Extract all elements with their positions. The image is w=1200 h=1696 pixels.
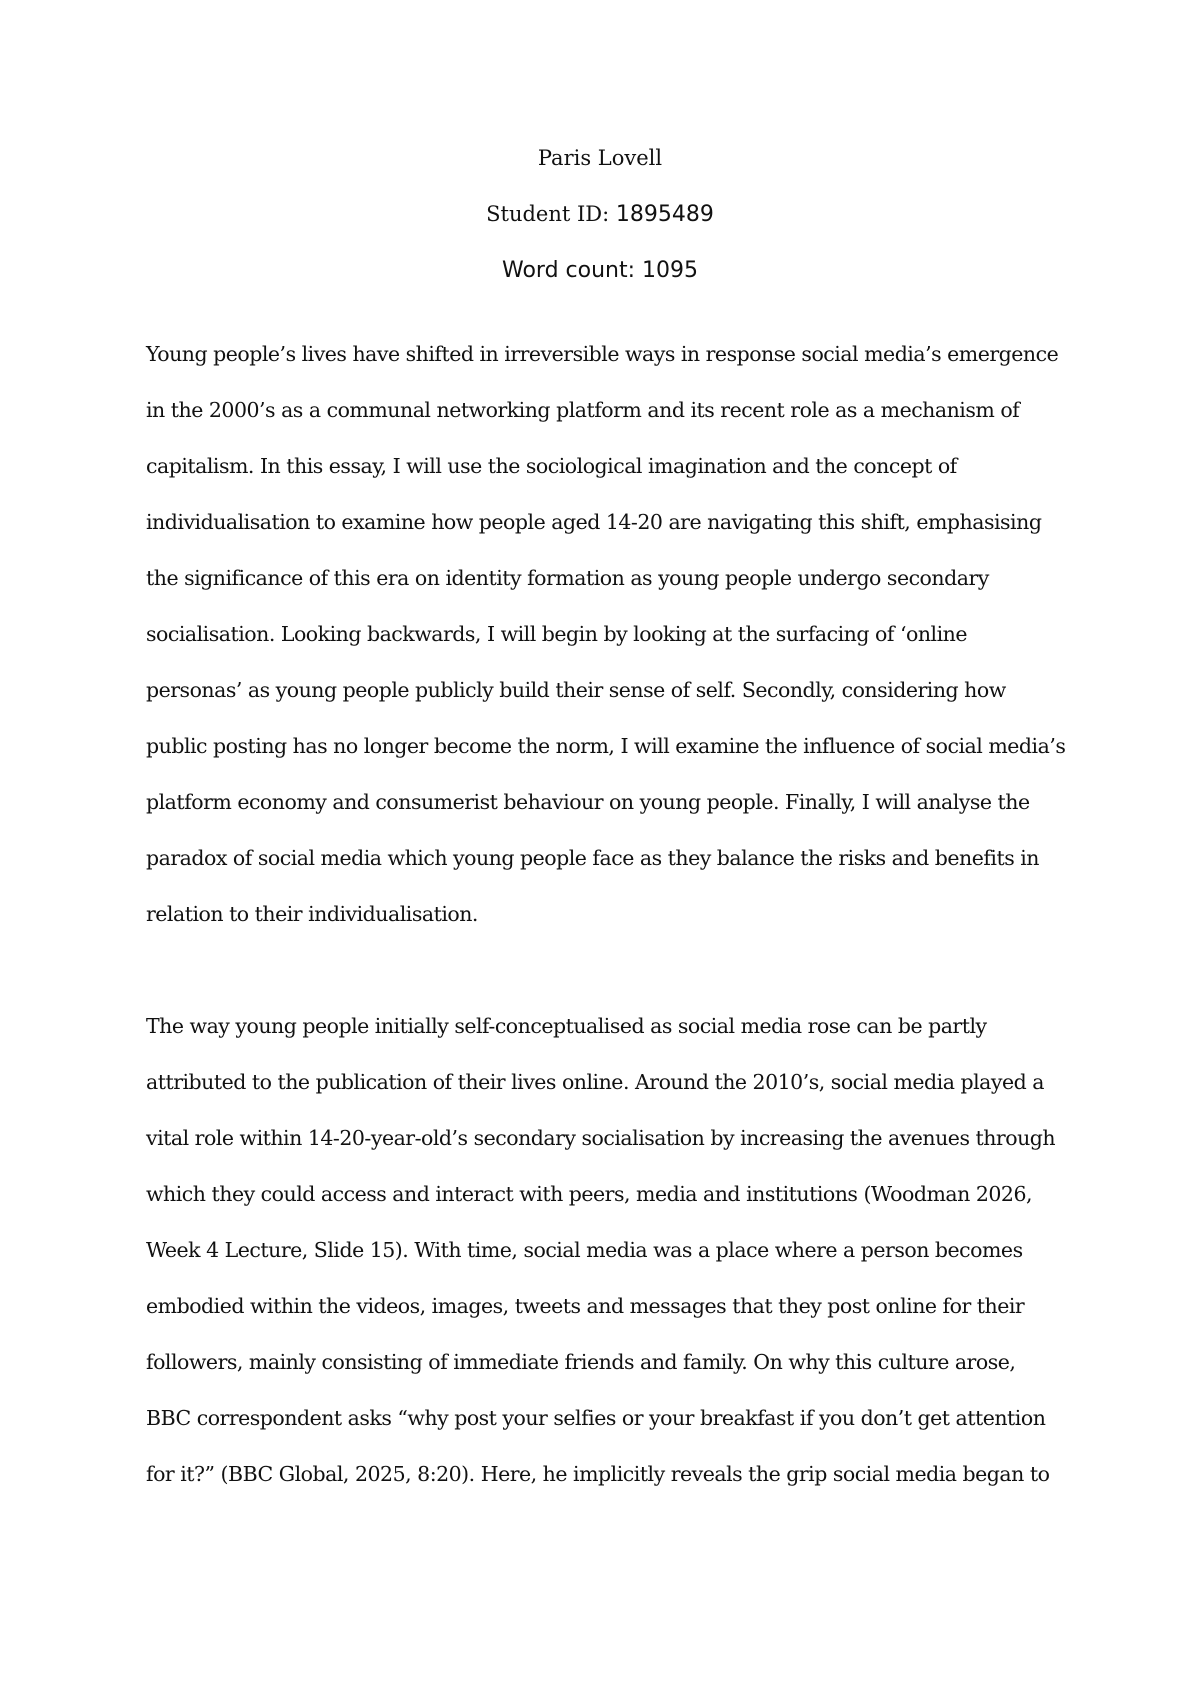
text-line: vital role within 14-20-year-old’s secondary socialisation by increasing the avenues through bbox=[146, 1126, 1056, 1150]
author-name: Paris Lovell bbox=[537, 146, 663, 170]
student-id bbox=[0, 200, 1200, 229]
word-count: Word count: 1095 bbox=[501, 258, 698, 283]
text-line: paradox of social media which young people face as they balance the risks and benefits in bbox=[146, 846, 1040, 870]
text-line: for it?” (BBC Global, 2025, 8:20). Here, he implicitly reveals the grip social media began to bbox=[146, 1462, 1050, 1486]
text-line: capitalism. In this essay, I will use the sociological imagination and the concept of bbox=[146, 454, 957, 478]
student-id-value: 1895489 bbox=[615, 202, 714, 227]
text-line: BBC correspondent asks “why post your selfies or your breakfast if you don’t get attention bbox=[146, 1406, 1046, 1430]
text-line: socialisation. Looking backwards, I will begin by looking at the surfacing of ‘online bbox=[146, 622, 967, 646]
text-line: Week 4 Lecture, Slide 15). With time, social media was a place where a person becomes bbox=[146, 1238, 1023, 1262]
text-line: platform economy and consumerist behaviour on young people. Finally, I will analyse the bbox=[146, 790, 1030, 814]
text-line: public posting has no longer become the norm, I will examine the influence of social media’s bbox=[146, 734, 1066, 758]
text-line: embodied within the videos, images, tweets and messages that they post online for their bbox=[146, 1294, 1025, 1318]
text-line: The way young people initially self-conceptualised as social media rose can be partly bbox=[146, 1014, 987, 1038]
text-line: followers, mainly consisting of immediate friends and family. On why this culture arose, bbox=[146, 1350, 1016, 1374]
text-line: relation to their individualisation. bbox=[146, 902, 478, 926]
text-line: Young people’s lives have shifted in irreversible ways in response social media’s emergence bbox=[146, 342, 1059, 366]
text-line: personas’ as young people publicly build their sense of self. Secondly, considering how bbox=[146, 678, 1006, 702]
student-id-label: Student ID: bbox=[486, 202, 616, 226]
text-line: in the 2000’s as a communal networking platform and its recent role as a mechanism of bbox=[146, 398, 1020, 422]
text-line: individualisation to examine how people aged 14-20 are navigating this shift, emphasising bbox=[146, 510, 1042, 534]
text-line: the significance of this era on identity formation as young people undergo secondary bbox=[146, 566, 989, 590]
text-line: attributed to the publication of their lives online. Around the 2010’s, social media played a bbox=[146, 1070, 1044, 1094]
text-line: which they could access and interact with peers, media and institutions (Woodman 2026, bbox=[146, 1182, 1033, 1206]
